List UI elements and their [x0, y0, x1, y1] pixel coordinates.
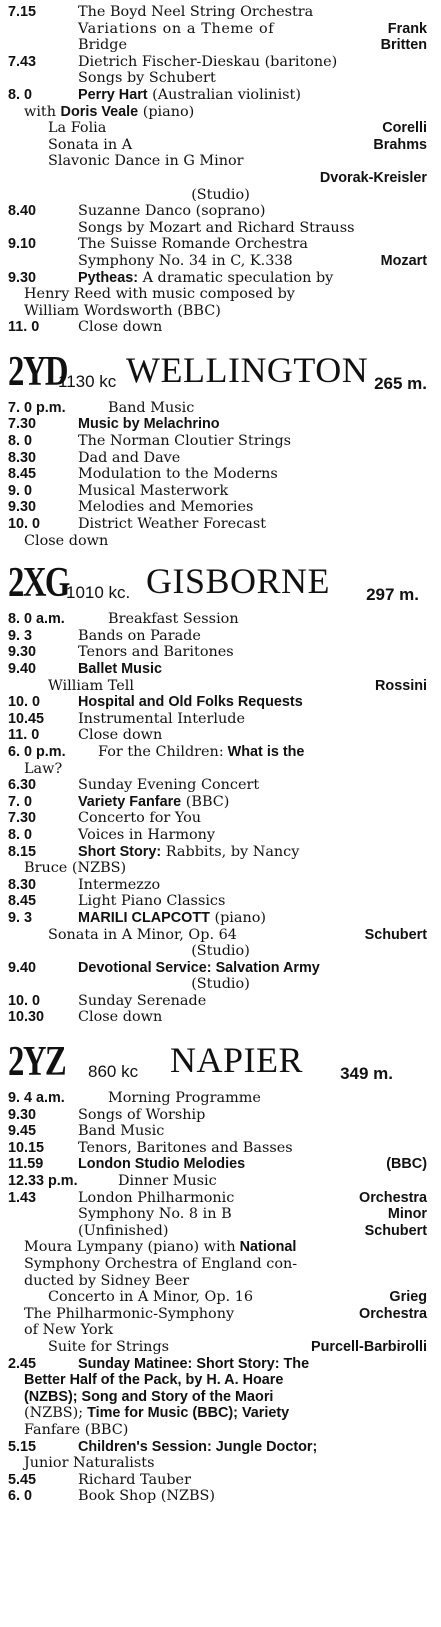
listing-row: [8, 761, 433, 778]
program: Symphony No. 34 in C, K.338: [78, 252, 293, 269]
listing-row: [8, 1190, 433, 1207]
listing-row: [8, 976, 433, 993]
program-title: What is the: [223, 743, 305, 760]
listing-row: [8, 644, 433, 661]
time: 8.30: [8, 449, 37, 466]
listing-row: [8, 1322, 433, 1339]
listing-row: [8, 661, 433, 678]
program: Suite for Strings: [48, 1338, 170, 1355]
program: Close down: [24, 532, 109, 549]
station-frequency: 1010 kc.: [66, 583, 131, 603]
listing-row: [8, 416, 433, 433]
listing-row: [8, 744, 433, 761]
listing-row: [8, 1455, 433, 1472]
program: Breakfast Session: [108, 611, 239, 628]
listing-row: [8, 1306, 433, 1323]
time: 9. 4 a.m.: [8, 1090, 65, 1107]
station-header-2yd: [8, 350, 433, 394]
time: 7.30: [8, 416, 37, 433]
listing-row: [8, 1389, 433, 1406]
time: 10. 0: [8, 516, 41, 533]
program: (piano): [138, 103, 195, 120]
listing-row: [8, 1273, 433, 1290]
listing-row: [8, 450, 433, 467]
time: 8. 0: [8, 86, 33, 103]
program: Better Half of the Pack, by H. A. Hoare: [24, 1372, 284, 1389]
time: 9.45: [8, 1123, 37, 1140]
program: A dramatic speculation by: [138, 269, 334, 286]
time: 9.30: [8, 1106, 37, 1123]
listing-row: [8, 1107, 433, 1124]
listing-row: [8, 1090, 433, 1107]
program: The Boyd Neel String Orchestra: [78, 4, 314, 20]
time: 9.30: [8, 269, 37, 286]
listing-row: [8, 54, 433, 71]
program: Sunday Evening Concert: [78, 777, 260, 794]
time: 11. 0: [8, 727, 40, 744]
program: The Norman Cloutier Strings: [78, 433, 292, 450]
listing-row: [8, 694, 433, 711]
time: 8.45: [8, 466, 37, 483]
time: 6. 0 p.m.: [8, 743, 66, 760]
time: 10. 0: [8, 992, 41, 1009]
source: (BBC): [386, 1156, 427, 1173]
time: 7.43: [8, 53, 37, 70]
station-call-sign: 2XG: [8, 560, 69, 607]
program: (NZBS);: [24, 1405, 84, 1422]
program: Symphony No. 8 in B: [78, 1206, 232, 1223]
time: 9.40: [8, 661, 37, 677]
program: Tenors, Baritones and Basses: [78, 1139, 293, 1156]
listing-row: [8, 910, 433, 927]
program: Bands on Parade: [78, 627, 201, 644]
listing-row: [8, 4, 433, 21]
station-wavelength: 297 m.: [366, 585, 419, 605]
program: Modulation to the Moderns: [78, 466, 278, 483]
program: London Philharmonic: [78, 1189, 235, 1206]
time: 9.10: [8, 236, 37, 253]
listing-row: [8, 203, 433, 220]
time: 8.40: [8, 203, 37, 220]
program: Bruce (NZBS): [24, 860, 127, 877]
program: Short Story: The: [192, 1355, 310, 1372]
listing-block-2yz: [8, 1090, 433, 1505]
listing-row: [8, 1239, 433, 1256]
listing-row: [8, 137, 433, 154]
performer: MARILI CLAPCOTT: [78, 909, 210, 926]
program: (Studio): [191, 186, 250, 203]
time: 10.15: [8, 1139, 45, 1156]
listing-row: [8, 286, 433, 303]
time: 10.45: [8, 710, 45, 727]
composer: Rossini: [375, 677, 427, 694]
listing-row: [8, 893, 433, 910]
program-title: Sunday Matinee:: [78, 1355, 193, 1372]
listing-row: [8, 21, 433, 38]
listing-row: [8, 827, 433, 844]
composer: Grieg: [389, 1289, 427, 1306]
listing-row: [8, 1472, 433, 1489]
listing-row: [8, 727, 433, 744]
program: Songs of Worship: [78, 1106, 206, 1123]
program: Dad and Dave: [78, 449, 181, 466]
program: The Suisse Romande Orchestra: [78, 236, 308, 253]
listing-row: [8, 711, 433, 728]
program: Band Music: [108, 399, 195, 416]
listing-row: [8, 1289, 433, 1306]
listing-row: [8, 1439, 433, 1456]
program: Dietrich Fischer-Dieskau (baritone): [78, 53, 338, 70]
program: Musical Masterwork: [78, 482, 229, 499]
station-header-2xg: [8, 561, 433, 605]
program: Melodies and Memories: [78, 499, 254, 516]
program: Concerto for You: [78, 810, 202, 827]
program: Bridge: [78, 37, 127, 54]
time: 7.15: [8, 4, 37, 20]
listing-row: [8, 153, 433, 170]
station-wavelength: 265 m.: [374, 373, 427, 393]
program: Moura Lympany (piano) with: [24, 1239, 236, 1256]
listing-row: [8, 1405, 433, 1422]
program: Slavonic Dance in G Minor: [48, 153, 244, 170]
listing-row: [8, 516, 433, 533]
composer: Schubert: [364, 1222, 427, 1239]
program: Instrumental Interlude: [78, 710, 245, 727]
time: 7. 0: [8, 793, 33, 810]
program: National: [235, 1239, 297, 1256]
station-call-sign: 2YZ: [8, 1039, 66, 1086]
station-city: NAPIER: [170, 1040, 304, 1081]
program: Junior Naturalists: [24, 1455, 155, 1472]
program: (BBC); Variety: [188, 1405, 290, 1422]
composer: Brahms: [373, 136, 427, 153]
program: Close down: [78, 319, 163, 336]
program: Orchestra: [359, 1189, 427, 1206]
time: 5.15: [8, 1438, 37, 1455]
program: Band Music: [78, 1123, 165, 1140]
listing-row: [8, 70, 433, 87]
time: 5.45: [8, 1471, 37, 1488]
program-title: Variety Fanfare: [78, 793, 182, 810]
time: 11. 0: [8, 319, 40, 336]
composer: Britten: [380, 37, 427, 54]
time: 9.40: [8, 959, 37, 976]
program: Light Piano Classics: [78, 893, 226, 910]
station-city: WELLINGTON: [126, 349, 369, 390]
program: Richard Tauber: [78, 1471, 191, 1488]
time: 8. 0 a.m.: [8, 611, 65, 628]
listing-row: [8, 236, 433, 253]
program: Book Shop (NZBS): [78, 1488, 216, 1505]
time: 7. 0 p.m.: [8, 399, 66, 416]
time: 12.33 p.m.: [8, 1173, 78, 1190]
program: Close down: [78, 727, 163, 744]
program: (piano): [209, 909, 267, 926]
time: 7.30: [8, 810, 37, 827]
program: ducted by Sidney Beer: [24, 1272, 190, 1289]
program: Intermezzo: [78, 876, 161, 893]
listing-row: [8, 1206, 433, 1223]
program: District Weather Forecast: [78, 516, 267, 533]
program: (BBC): [181, 793, 230, 810]
program: William Wordsworth (BBC): [24, 302, 221, 319]
listing-row: [8, 1422, 433, 1439]
time: 8. 0: [8, 433, 33, 450]
station-frequency: 860 kc: [88, 1062, 139, 1082]
program: The Philharmonic-Symphony: [24, 1305, 235, 1322]
listing-row: [8, 37, 433, 54]
listing-row: [8, 170, 433, 187]
composer: Dvorak-Kreisler: [319, 169, 427, 186]
listing-row: [8, 1009, 433, 1026]
program: Henry Reed with music composed by: [24, 286, 295, 303]
listing-row: [8, 943, 433, 960]
listing-row: [8, 499, 433, 516]
listing-row: [8, 319, 433, 336]
program-title: Short Story:: [78, 843, 162, 860]
listing-row: [8, 1356, 433, 1373]
program: Orchestra: [359, 1305, 427, 1322]
listing-row: [8, 611, 433, 628]
listing-row: [8, 466, 433, 483]
performer: Doris Veale: [60, 103, 139, 120]
listing-block-2yd: [8, 400, 433, 549]
listing-row: [8, 433, 433, 450]
program: Close down: [78, 1009, 163, 1026]
listing-row: [8, 187, 433, 204]
listing-row: [8, 960, 433, 977]
composer: Schubert: [364, 926, 427, 943]
composer: Corelli: [382, 120, 427, 137]
program: Variations on a Theme of: [78, 20, 275, 37]
program: Minor: [387, 1206, 427, 1223]
program: Jungle Doctor;: [211, 1438, 318, 1455]
program: Ballet Music: [78, 661, 162, 677]
listing-row: [8, 270, 433, 287]
time: 11.59: [8, 1156, 44, 1173]
program: Voices in Harmony: [78, 826, 216, 843]
listing-row: [8, 777, 433, 794]
program: (Studio): [191, 976, 250, 993]
listing-row: [8, 810, 433, 827]
listing-row: [8, 1339, 433, 1356]
program: Dinner Music: [118, 1173, 217, 1190]
time: 9. 0: [8, 482, 33, 499]
time: 6.30: [8, 777, 37, 794]
station-city: GISBORNE: [146, 561, 331, 602]
time: 2.45: [8, 1355, 37, 1372]
program: Symphony Orchestra of England con-: [24, 1256, 298, 1272]
time: 9. 3: [8, 627, 33, 644]
station-frequency: 1130 kc: [58, 371, 117, 391]
program-title: Time for Music: [83, 1405, 189, 1422]
listing-block-2xg: [8, 611, 433, 1026]
listing-row: [8, 678, 433, 695]
program: (Studio): [191, 943, 250, 960]
listing-row: [8, 1223, 433, 1240]
program: William Tell: [48, 677, 134, 694]
program: Law?: [24, 760, 63, 777]
listing-row: [8, 993, 433, 1010]
time: 8.30: [8, 876, 37, 893]
listing-row: [8, 877, 433, 894]
listing-row: [8, 303, 433, 320]
program: (Australian violinist): [147, 86, 301, 103]
program: with: [24, 103, 61, 120]
time: 9.30: [8, 644, 37, 661]
time: 9. 3: [8, 909, 33, 926]
time: 10. 0: [8, 694, 41, 711]
time: 1.43: [8, 1189, 37, 1206]
program-title: Pytheas:: [78, 269, 138, 286]
program: Hospital and Old Folks Requests: [78, 694, 303, 711]
program: Sunday Serenade: [78, 992, 207, 1009]
composer: Mozart: [380, 252, 427, 269]
program: For the Children:: [98, 743, 224, 760]
program: Songs by Mozart and Richard Strauss: [78, 219, 355, 236]
listing-row: [8, 860, 433, 877]
listing-row: [8, 1372, 433, 1389]
listing-row: [8, 104, 433, 121]
performer: Perry Hart: [78, 86, 148, 103]
program: Rabbits, by Nancy: [161, 843, 300, 860]
composer: Purcell-Barbirolli: [311, 1338, 427, 1355]
program: Sonata in A Minor, Op. 64: [48, 926, 237, 943]
listing-row: [8, 533, 433, 550]
composer: Frank: [387, 20, 427, 37]
time: 8.15: [8, 843, 37, 860]
listing-row: [8, 120, 433, 137]
program: (Unfinished): [78, 1222, 169, 1239]
listing-row: [8, 1173, 433, 1190]
program: Music by Melachrino: [78, 416, 220, 433]
listing-row: [8, 1123, 433, 1140]
program: Tenors and Baritones: [78, 644, 234, 661]
listing-row: [8, 1488, 433, 1505]
listing-block-continued: [8, 4, 433, 336]
program: Morning Programme: [108, 1090, 261, 1107]
listing-row: [8, 1140, 433, 1157]
time: 10.30: [8, 1009, 45, 1026]
time: 8. 0: [8, 826, 33, 843]
time: 6. 0: [8, 1488, 33, 1505]
listing-row: [8, 628, 433, 645]
station-call-sign: 2YD: [8, 348, 68, 395]
program: Songs by Schubert: [78, 70, 216, 87]
program: Fanfare (BBC): [24, 1421, 129, 1438]
listing-row: [8, 844, 433, 861]
listing-row: [8, 253, 433, 270]
time: 8.45: [8, 893, 37, 910]
program: London Studio Melodies: [78, 1156, 246, 1173]
time: 9.30: [8, 499, 37, 516]
program: (NZBS); Song and Story of the Maori: [24, 1388, 274, 1405]
program: Suzanne Danco (soprano): [78, 203, 266, 220]
program: Concerto in A Minor, Op. 16: [48, 1289, 254, 1306]
program: La Folia: [48, 120, 107, 137]
program: Salvation Army: [211, 959, 320, 976]
program-title: Devotional Service:: [78, 959, 212, 976]
program: of New York: [24, 1322, 114, 1339]
listing-row: [8, 87, 433, 104]
listing-row: [8, 1256, 433, 1273]
listing-row: [8, 483, 433, 500]
listing-row: [8, 1156, 433, 1173]
station-header-2yz: [8, 1040, 433, 1084]
program: Sonata in A: [48, 136, 133, 153]
listing-row: [8, 794, 433, 811]
listing-row: [8, 400, 433, 417]
station-wavelength: 349 m.: [340, 1064, 393, 1084]
listing-row: [8, 220, 433, 237]
program-title: Children's Session:: [78, 1438, 212, 1455]
listing-row: [8, 927, 433, 944]
